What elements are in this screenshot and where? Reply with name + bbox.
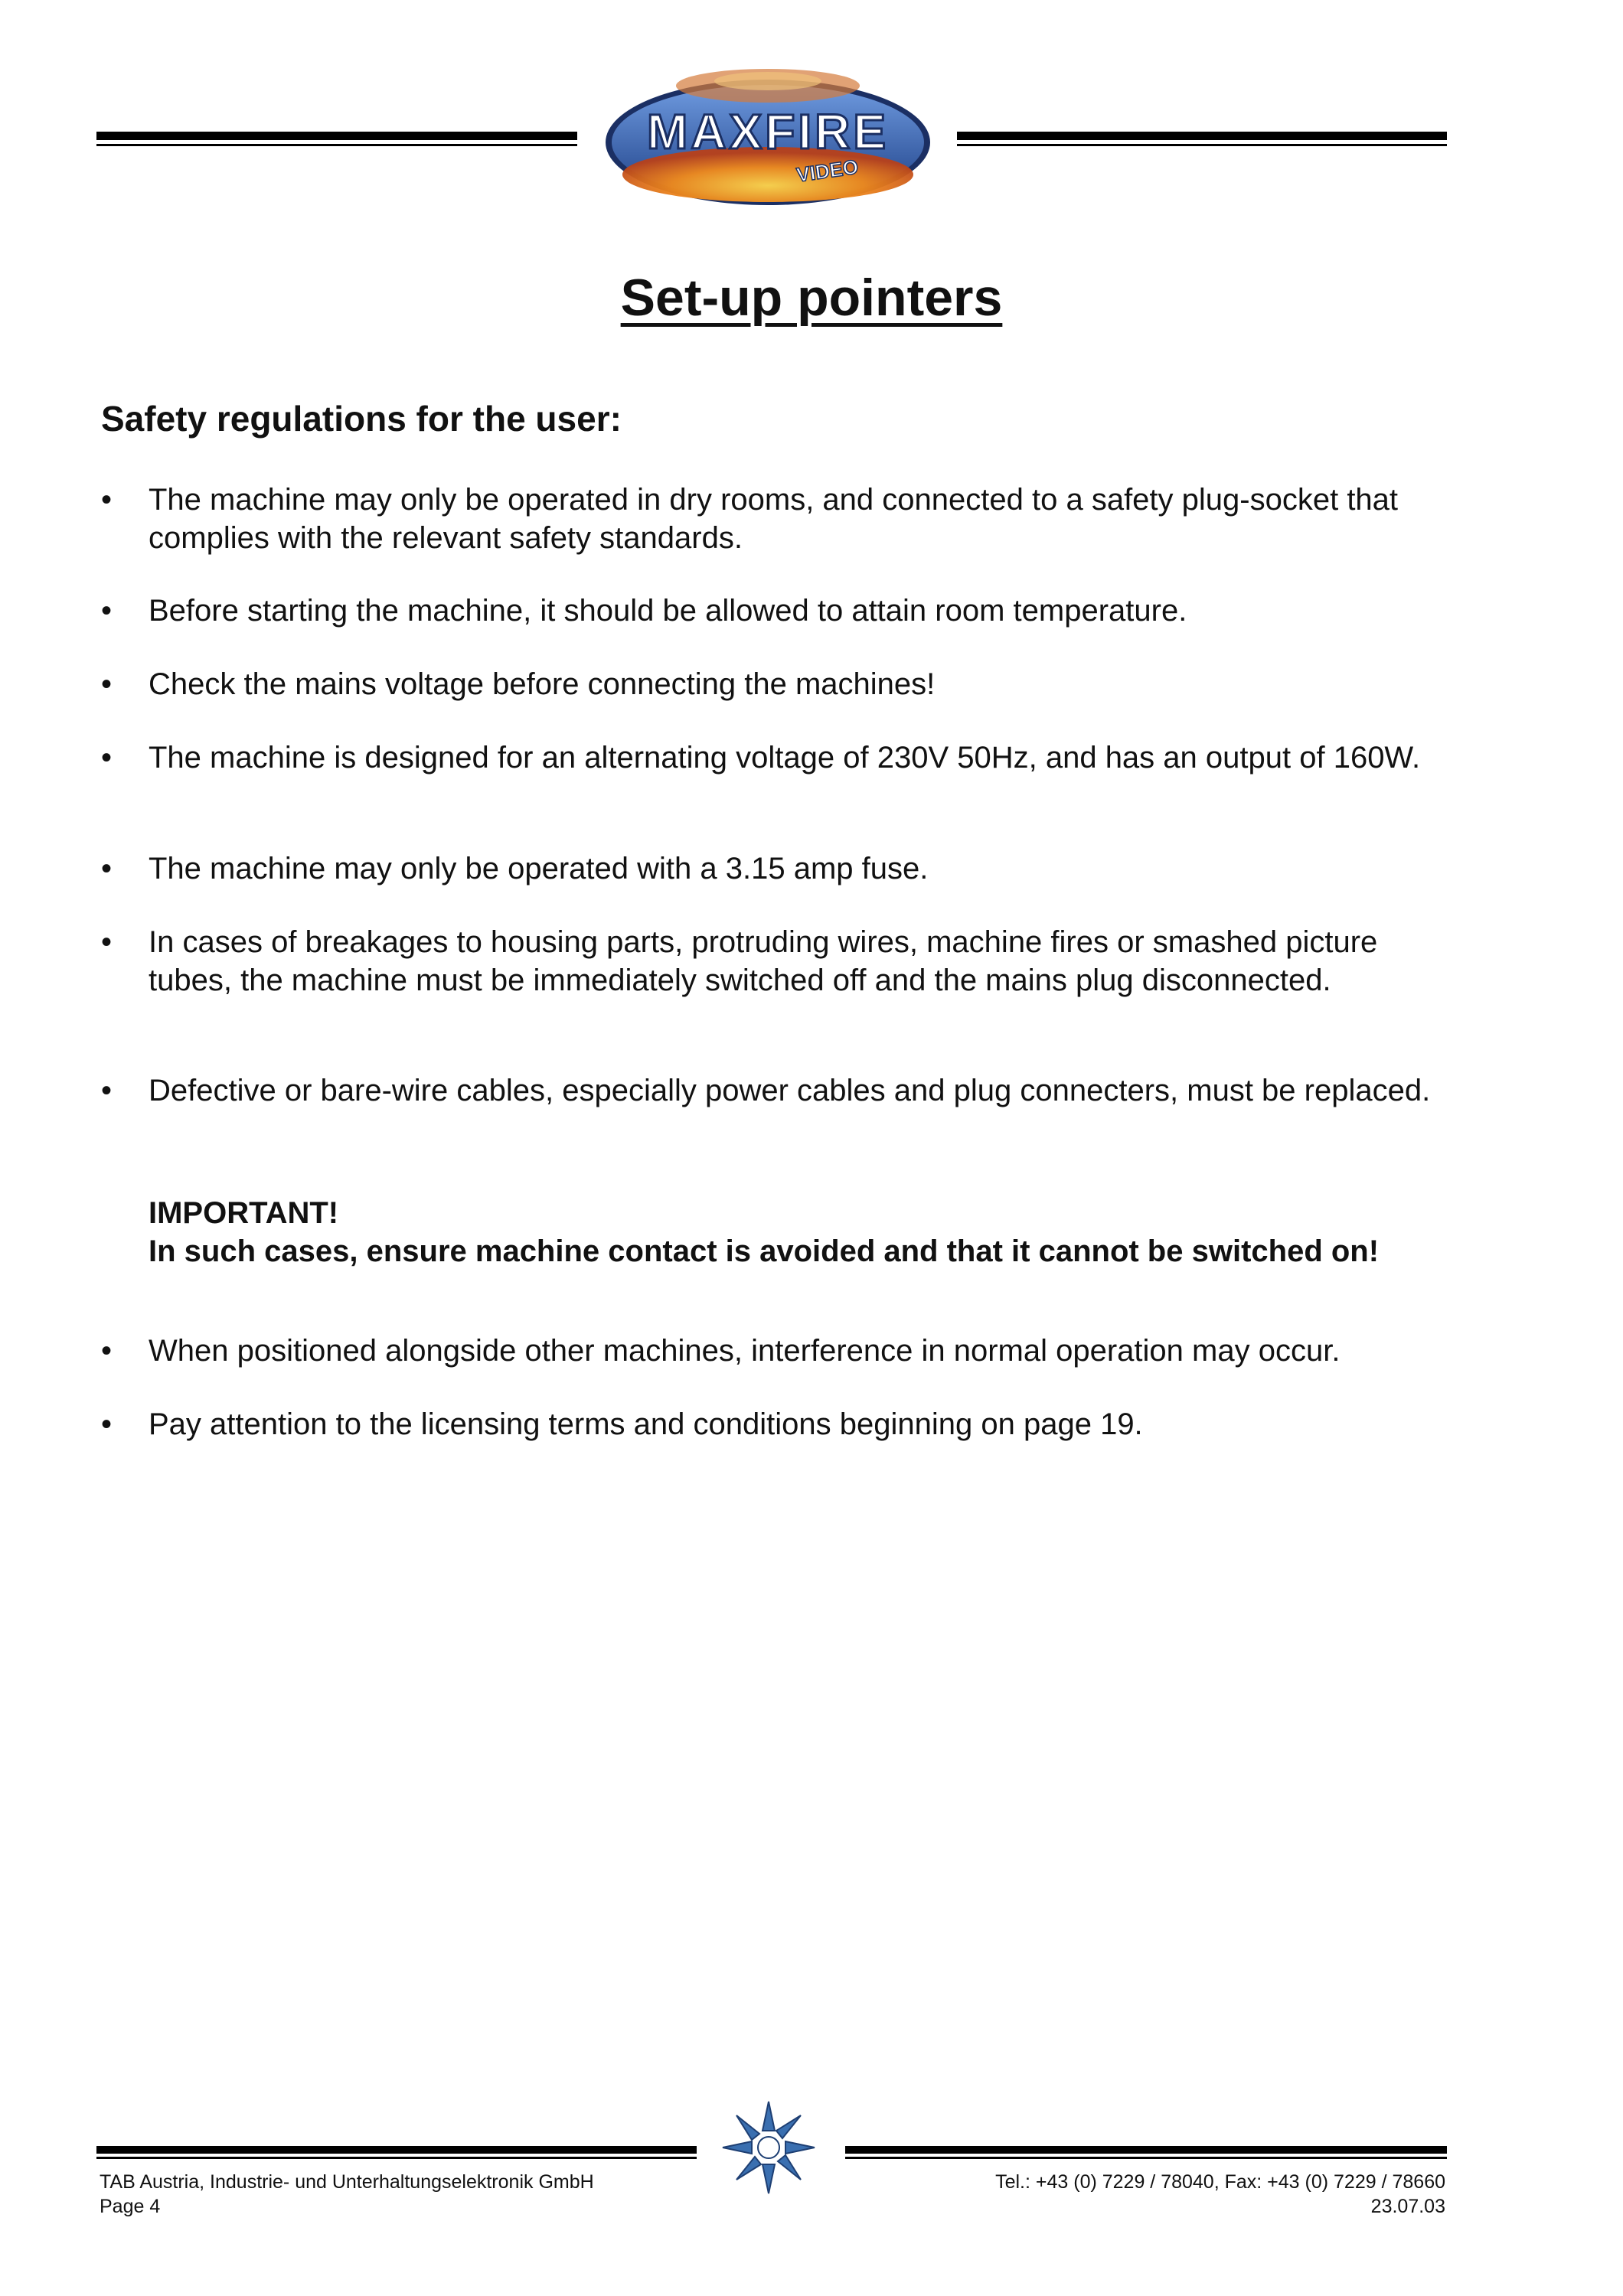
list-item <box>101 665 1448 703</box>
list-item-text: Pay attention to the licensing terms and conditions beginning on page 19. <box>149 1407 1143 1441</box>
list-item <box>101 592 1448 630</box>
list-item <box>101 1405 1448 1443</box>
bullet-icon: • <box>101 1074 113 1107</box>
list-item-text: Check the mains voltage before connecting the machines! <box>149 667 936 701</box>
tab-austria-logo-icon <box>715 2094 822 2201</box>
list-item <box>101 850 1448 888</box>
list-item-text: The machine may only be operated in dry rooms, and connected to a safety plug-socket that complies with the relevant safety standards. <box>149 483 1399 555</box>
bullet-icon: • <box>101 925 113 959</box>
logo-subtext: VIDEO <box>795 155 860 187</box>
logo-wordmark: MAXFIRE <box>647 104 889 159</box>
section-heading: Safety regulations for the user: <box>101 399 622 439</box>
list-item <box>101 1071 1448 1110</box>
bullet-icon: • <box>101 594 113 628</box>
footer-page-number: Page 4 <box>100 2196 161 2217</box>
list-item-text: Defective or bare-wire cables, especially power cables and plug connecters, must be replaced. <box>149 1074 1431 1107</box>
list-item-text: Before starting the machine, it should be allowed to attain room temperature. <box>149 594 1187 628</box>
list-item-text: In cases of breakages to housing parts, protruding wires, machine fires or smashed picture tubes, the machine must be immediately switched off and the mains plug disconnected. <box>149 925 1378 997</box>
footer-company: TAB Austria, Industrie- und Unterhaltungselektronik GmbH <box>100 2171 594 2193</box>
important-text: In such cases, ensure machine contact is avoided and that it cannot be switched on! <box>149 1234 1380 1268</box>
page-title: Set-up pointers <box>620 269 1003 327</box>
list-item-text: When positioned alongside other machines, interference in normal operation may occur. <box>149 1334 1341 1368</box>
footer-rule-left <box>96 2146 697 2159</box>
footer-rule-right <box>845 2146 1447 2159</box>
bullet-icon: • <box>101 1407 113 1441</box>
list-item <box>101 923 1448 1000</box>
bullet-icon: • <box>101 483 113 517</box>
important-notice <box>149 1194 1450 1270</box>
maxfire-logo <box>599 63 937 210</box>
bullet-icon: • <box>101 667 113 701</box>
footer-date: 23.07.03 <box>1370 2196 1445 2217</box>
list-item-text: The machine is designed for an alternating voltage of 230V 50Hz, and has an output of 160W. <box>149 741 1421 775</box>
bullet-icon: • <box>101 852 113 885</box>
list-item <box>101 739 1448 777</box>
list-item <box>101 481 1448 557</box>
important-label: IMPORTANT! <box>149 1196 339 1230</box>
footer-contact: Tel.: +43 (0) 7229 / 78040, Fax: +43 (0) 7229 / 78660 <box>995 2171 1445 2193</box>
list-item <box>101 1332 1448 1370</box>
bullet-icon: • <box>101 741 113 775</box>
list-item-text: The machine may only be operated with a 3.15 amp fuse. <box>149 852 929 885</box>
bullet-icon: • <box>101 1334 113 1368</box>
